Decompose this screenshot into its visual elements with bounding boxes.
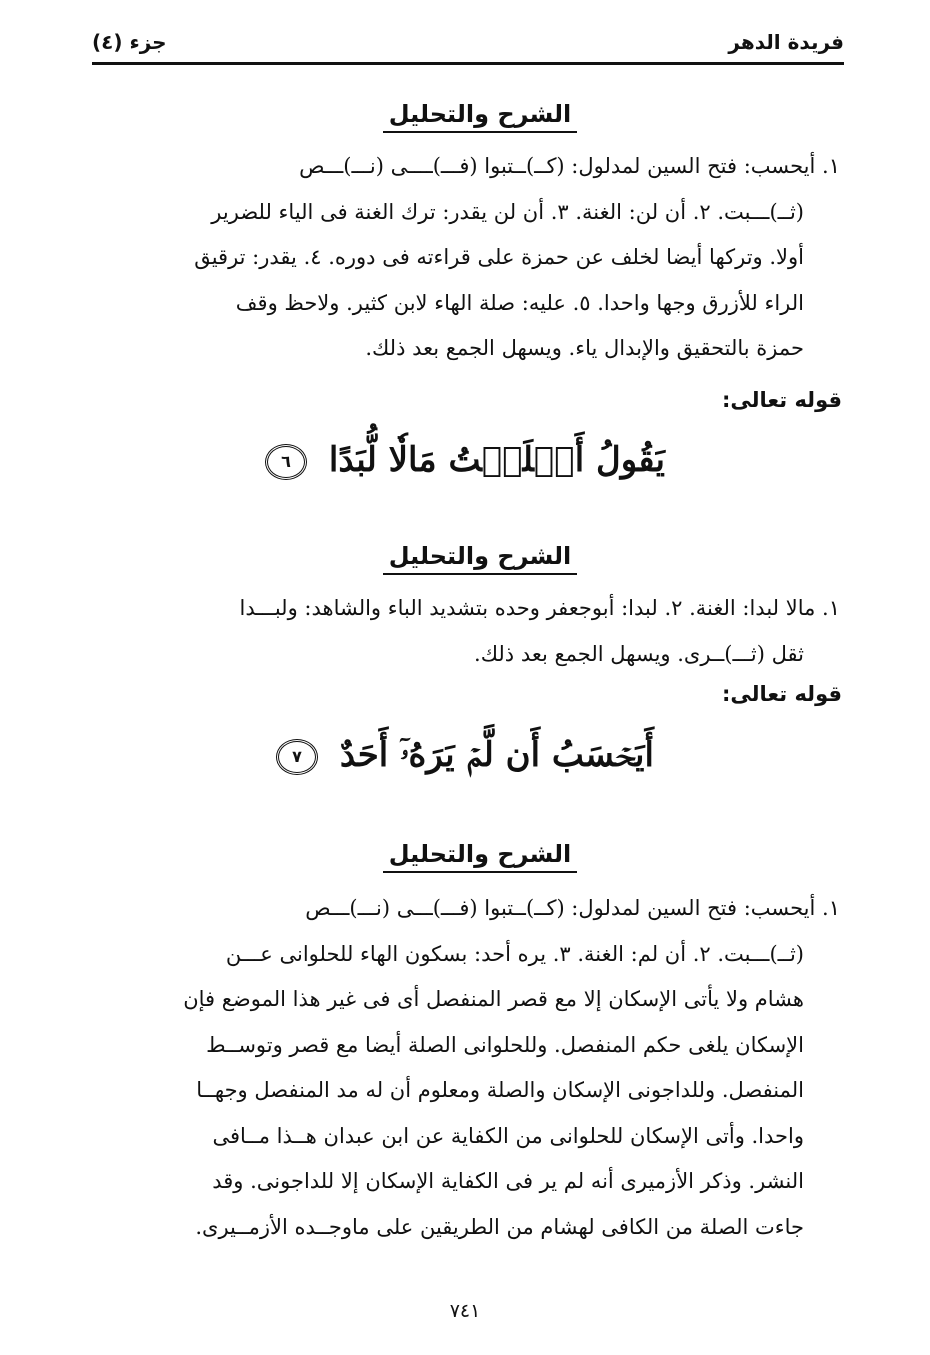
text-line: جاءت الصلة من الكافى لهشام من الطريقين على ماوجــده الأزمــيرى. [195,1214,804,1239]
section-heading-3 [0,840,930,873]
text-line: الإسكان يلغى حكم المنفصل. وللحلوانى الصلة أيضا مع قصر وتوســط [206,1032,804,1057]
section-heading-text: الشرح والتحليل [383,840,578,873]
running-header [92,30,844,60]
commentary-paragraph-3 [95,886,840,1250]
quran-verse-1 [0,440,930,480]
verse-text: أَيَحۡسَبُ أَن لَّمۡ يَرَهُۥٓ أَحَدٌ [339,735,654,775]
verse-text: يَقُولُ أَهۡلَكۡتُ مَالٗا لُّبَدًا [328,440,665,480]
section-heading-2 [0,542,930,575]
book-title: فريدة الدهر [728,30,844,54]
text-line: (ثــ)ـــبت. ٢. أن لم: الغنة. ٣. يره أحد: بسكون الهاء للحلوانى عـــن [225,941,804,966]
header-divider [92,62,844,65]
section-heading-1 [0,100,930,133]
text-line: النشر. وذكر الأزميرى أنه لم ير فى الكفاية الإسكان إلا للداجونى. وقد [212,1169,804,1193]
page-number: ٧٤١ [449,1300,481,1322]
text-line: ١. أيحسب: فتح السين لمدلول: (كــ)ــتبوا (فـــ)ـــى (نـــ)ـــص [305,896,840,920]
text-line: (ثــ)ـــبت. ٢. أن لن: الغنة. ٣. أن لن يقدر: ترك الغنة فى الياء للضرير [211,199,804,224]
verse-number-icon: ٦ [265,444,307,480]
text-line: واحدا. وأتى الإسكان للحلوانى من الكفاية عن ابن عبدان هــذا مــافى [212,1123,804,1148]
commentary-paragraph-1 [95,144,840,372]
text-line: أولا. وتركها أيضا لخلف عن حمزة على قراءته فى دوره. ٤. يقدر: ترقيق [194,245,804,269]
verse-intro-2: قوله تعالى: [721,682,842,706]
part-label: جزء (٤) [92,30,167,54]
text-line: الراء للأزرق وجها واحدا. ٥. عليه: صلة الهاء لابن كثير. ولاحظ وقف [235,290,804,315]
verse-number-icon: ٧ [276,739,318,775]
section-heading-text: الشرح والتحليل [383,100,578,133]
verse-intro-1: قوله تعالى: [721,388,842,412]
text-line: هشام ولا يأتى الإسكان إلا مع قصر المنفصل أى فى غير هذا الموضع فإن [183,987,804,1011]
text-line: ١. أيحسب: فتح السين لمدلول: (كــ)ــتبوا (فـــ)ــــى (نـــ)ـــص [299,154,840,178]
commentary-paragraph-2 [95,586,840,677]
text-line: ثقل (ثـــ)ــرى. ويسهل الجمع بعد ذلك. [474,641,804,666]
text-line: المنفصل. وللداجونى الإسكان والصلة ومعلوم أن له مد المنفصل وجهــا [196,1078,804,1102]
text-line: ١. مالا لبدا: الغنة. ٢. لبدا: أبوجعفر وحده بتشديد الباء والشاهد: ولبـــدا [239,596,840,620]
section-heading-text: الشرح والتحليل [383,542,578,575]
text-line: حمزة بالتحقيق والإبدال ياء. ويسهل الجمع بعد ذلك. [365,336,804,360]
quran-verse-2 [0,735,930,775]
